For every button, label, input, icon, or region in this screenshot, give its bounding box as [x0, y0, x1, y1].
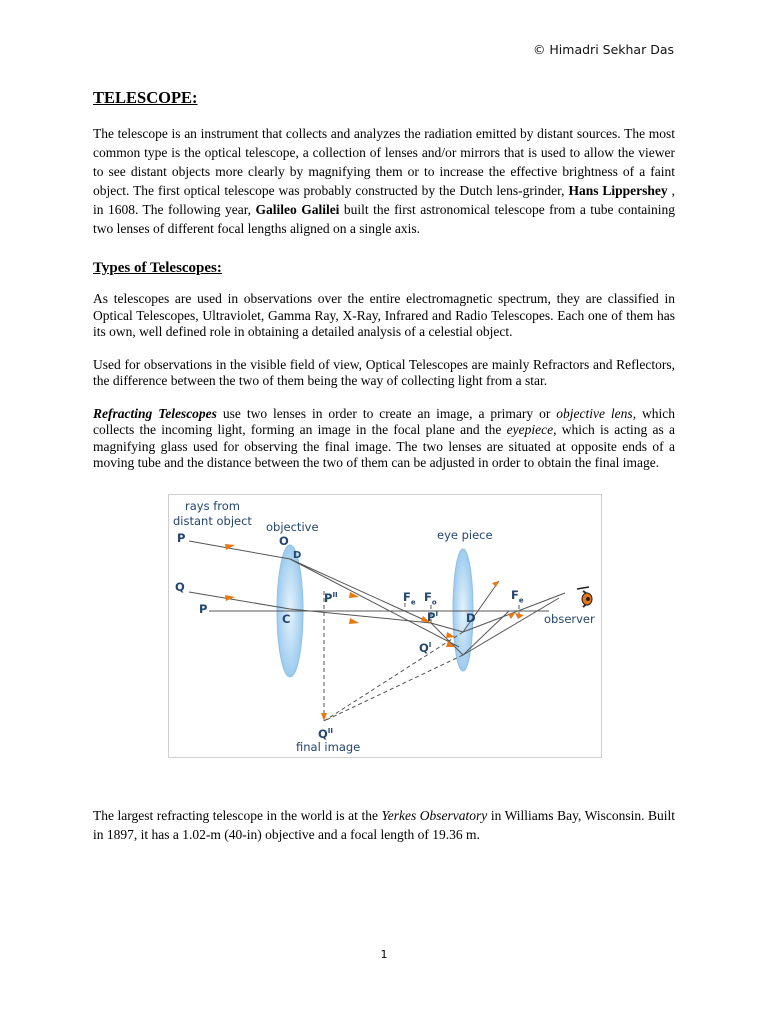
intro-paragraph: The telescope is an instrument that collects and analyzes the radiation emitted by distant sources. The most common type is the optical telescope, a collection of lenses and/or mirrors that is used to allow the viewer to see distant objects more clearly by magnifying them or to increase the effective brightness of a faint object. The first optical telescope was probably constructed by the Dutch lens-grinder, Hans Lippershey , in 1608. The following year, Galileo Galilei built the first astronomical telescope from a tube containing two lenses of different focal lengths aligned on a single axis.: [93, 126, 675, 236]
label-final-image: final image: [296, 739, 361, 754]
observer-eye-icon: [577, 587, 592, 607]
label-p-top: P: [177, 530, 186, 545]
label-o: O: [279, 533, 289, 548]
page-header-copyright: © Himadri Sekhar Das: [532, 42, 674, 57]
label-objective: objective: [266, 519, 319, 534]
diagram-drawing: [169, 495, 601, 757]
label-p-axis: P: [199, 601, 208, 616]
label-q-double-prime: $Q^{II}$: [318, 726, 333, 741]
largest-telescope-paragraph: The largest refracting telescope in the world is at the Yerkes Observatory in Williams Bay, Wisconsin. Built in 1897, it has a 1.02-m (40-in) objective and a focal length of 19.36 m.: [93, 807, 675, 842]
label-q: Q: [175, 579, 185, 594]
label-fe: $F_e$: [403, 589, 416, 606]
label-rays-from: rays from: [185, 498, 240, 513]
label-eye-piece: eye piece: [437, 527, 493, 542]
term-yerkes-observatory: Yerkes Observatory: [381, 807, 488, 823]
name-galileo-galilei: Galileo Galilei: [255, 202, 340, 217]
label-fe-right: $F_e$: [511, 587, 524, 604]
types-paragraph: As telescopes are used in observations over the entire electromagnetic spectrum, they are classified in Optical Telescopes, Ultraviolet, Gamma Ray, X-Ray, Infrared and Radio Telescopes. Each one of them has its own, well defined role in obtaining a detailed analysis of a celestial object.: [93, 291, 675, 339]
label-fo: $F_o$: [424, 589, 437, 606]
label-distant-object: distant object: [173, 513, 252, 528]
page-number: 1: [380, 948, 388, 961]
label-q-prime: $Q^I$: [419, 640, 432, 655]
optical-paragraph: Used for observations in the visible field of view, Optical Telescopes are mainly Refractors and Reflectors, the difference between the two of them being the way of collecting light from a star.: [93, 356, 675, 388]
label-c: C: [282, 611, 291, 626]
label-observer: observer: [544, 611, 595, 626]
name-hans-lippershey: Hans Lippershey: [568, 183, 668, 198]
types-heading: Types of Telescopes:: [93, 260, 222, 276]
ray-arrows: [225, 544, 524, 721]
label-d-objective: D: [293, 549, 302, 561]
document-body: [93, 88, 675, 844]
refracting-telescope-diagram: [168, 494, 602, 758]
light-rays: [189, 541, 565, 655]
label-d-eyepiece: D: [466, 610, 476, 625]
label-p-prime: $P^I$: [427, 609, 439, 624]
term-refracting-telescopes: Refracting Telescopes: [93, 405, 217, 421]
page-title: TELESCOPE:: [93, 88, 198, 107]
refracting-paragraph: Refracting Telescopes use two lenses in order to create an image, a primary or objective lens, which collects the incoming light, forming an image in the focal plane and the eyepiece, which is acting as a magnifying glass used for observing the final image. The two lenses are situated at opposite ends of a moving tube and the distance between the two of them can be adjusted in order to obtain the final image.: [93, 405, 676, 470]
label-p-double-prime: $P^{II}$: [324, 590, 338, 605]
eyepiece-lens: [453, 549, 473, 671]
